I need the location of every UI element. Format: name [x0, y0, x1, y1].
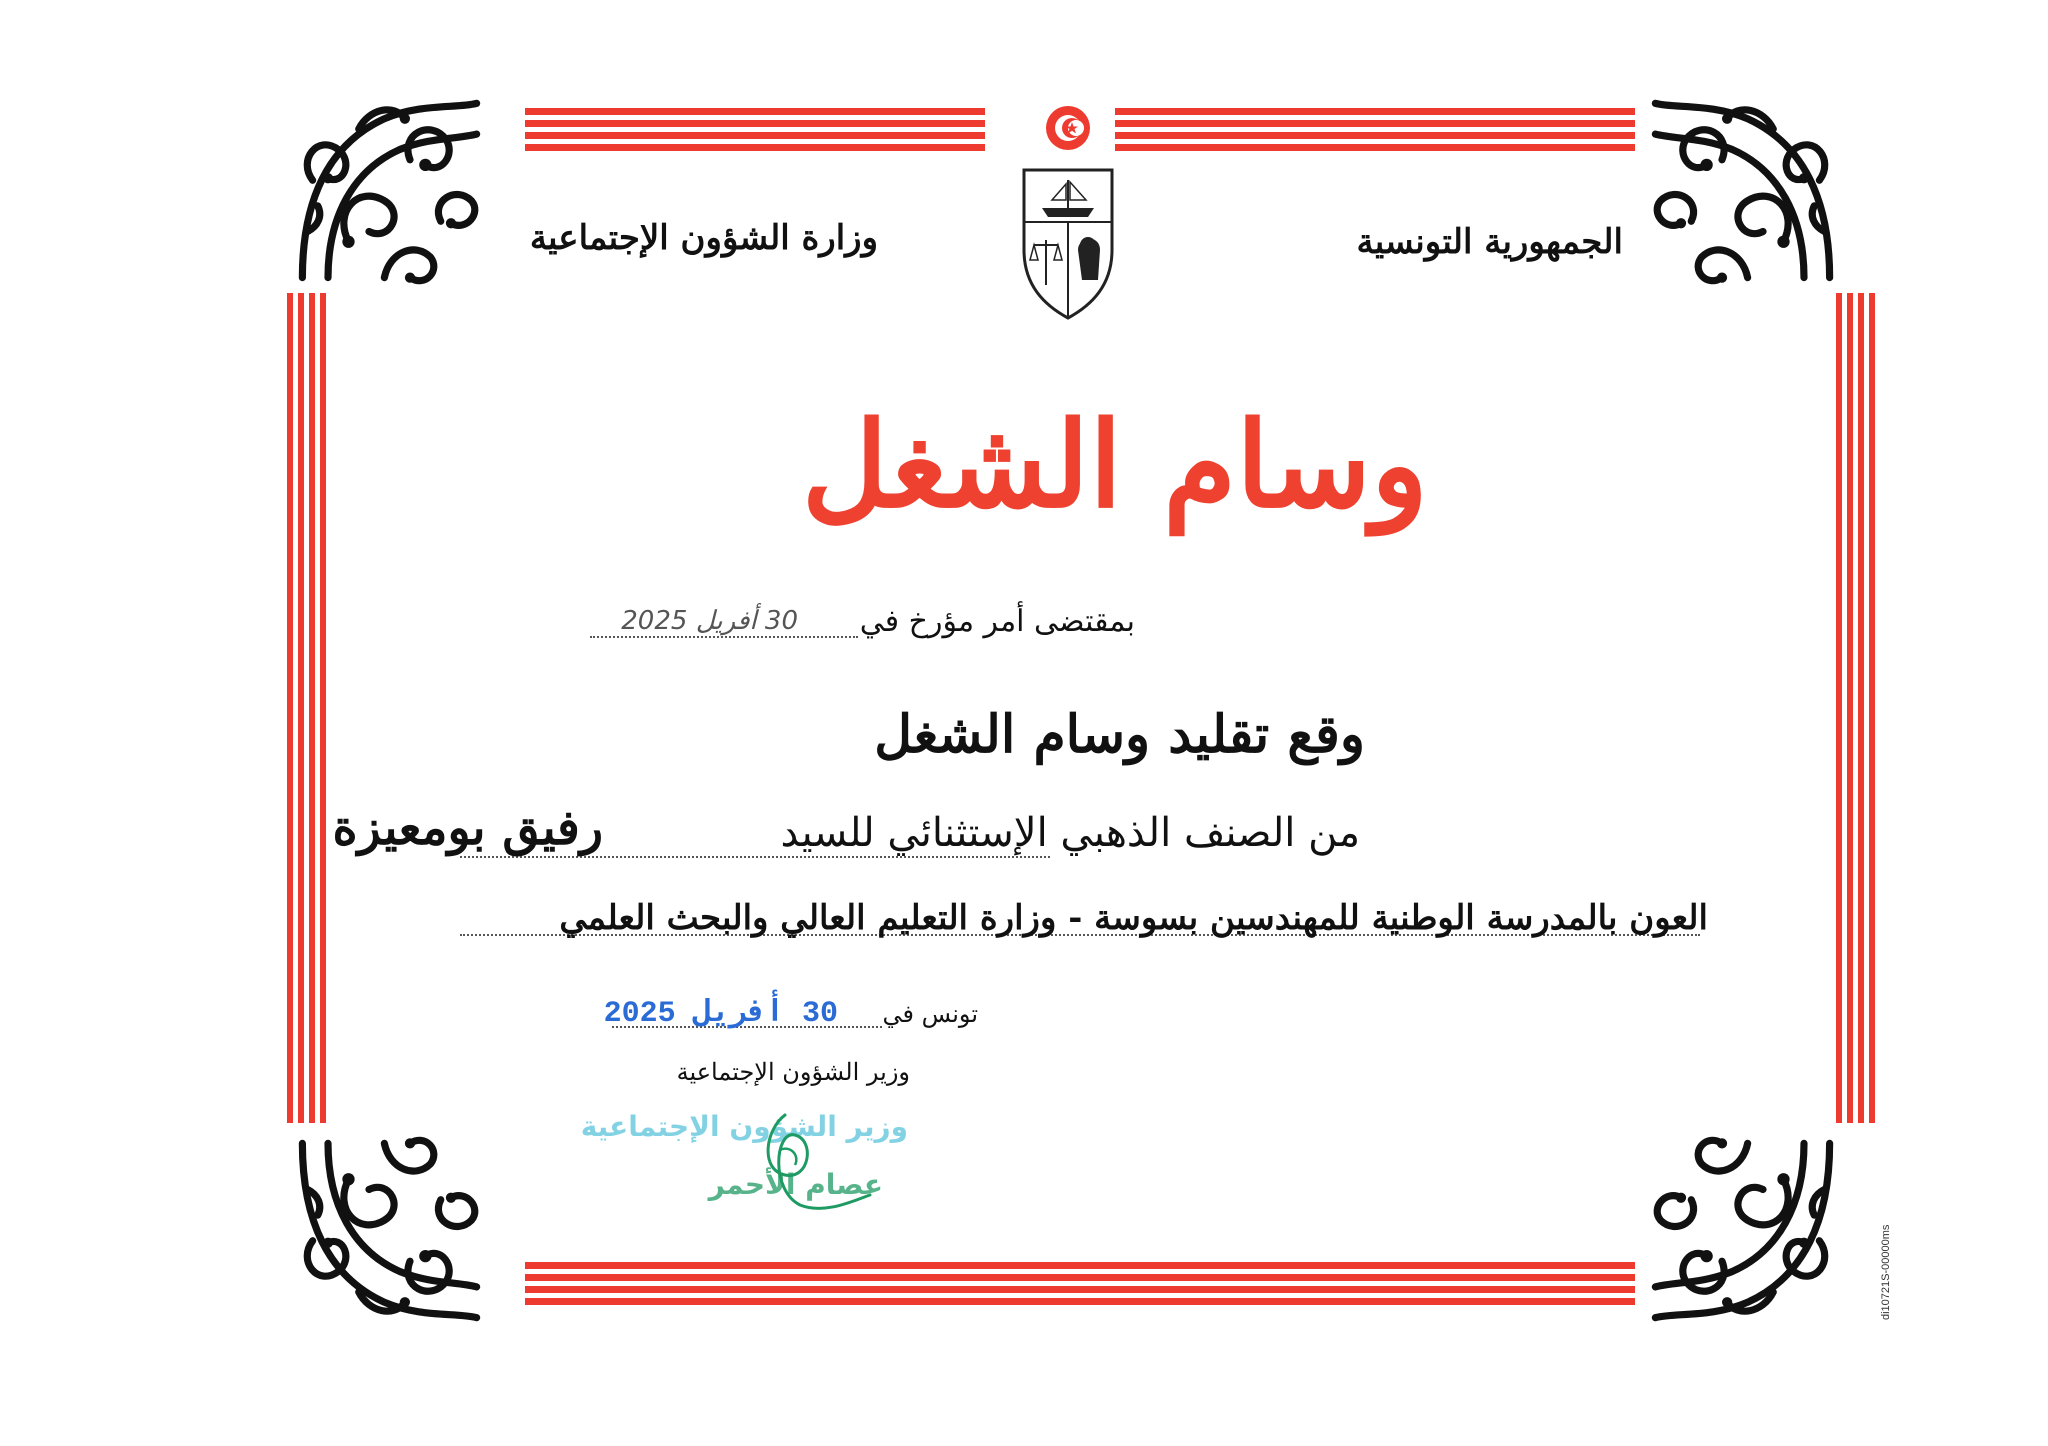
- tunisia-coat-of-arms-icon: [1012, 100, 1124, 325]
- recipient-name: رفيق بومعيزة: [332, 800, 603, 856]
- border-bottom: [525, 1262, 1635, 1306]
- decree-prefix: بمقتضى أمر مؤرخ في: [859, 604, 1135, 639]
- signatory-title: وزير الشؤون الإجتماعية: [676, 1058, 910, 1086]
- republic-header: الجمهورية التونسية: [1356, 222, 1623, 262]
- arabesque-ornament-icon: [1640, 88, 1845, 293]
- certificate-title: وسام الشغل: [801, 395, 1428, 534]
- name-dotted-line: [460, 856, 1050, 858]
- border-left: [287, 293, 327, 1123]
- ministry-header: وزارة الشؤون الإجتماعية: [529, 218, 878, 258]
- position-line: العون بالمدرسة الوطنية للمهندسين بسوسة - وزارة التعليم العالي والبحث العلمي: [559, 898, 1708, 938]
- stamp-name: عصام الأحمر: [708, 1168, 883, 1201]
- stamp-title: وزير الشؤون الإجتماعية: [580, 1110, 908, 1143]
- signature-icon: [725, 1100, 875, 1220]
- class-line: من الصنف الذهبي الإستثنائي للسيد: [780, 810, 1360, 856]
- border-top-left: [525, 108, 985, 152]
- decree-date: 30 أفريل 2025: [621, 606, 798, 636]
- issue-date-stamp: 30 أفريل 2025: [603, 997, 838, 1031]
- border-top-right: [1115, 108, 1635, 152]
- place-prefix: تونس في: [882, 1000, 978, 1028]
- arabesque-ornament-icon: [1640, 1128, 1845, 1333]
- award-line: وقع تقليد وسام الشغل: [874, 704, 1365, 765]
- border-right: [1836, 293, 1876, 1123]
- decree-dotted-line: [590, 636, 858, 638]
- serial-number: di10721S-00000ms: [1880, 1224, 1892, 1320]
- arabesque-ornament-icon: [287, 1128, 492, 1333]
- arabesque-ornament-icon: [287, 88, 492, 293]
